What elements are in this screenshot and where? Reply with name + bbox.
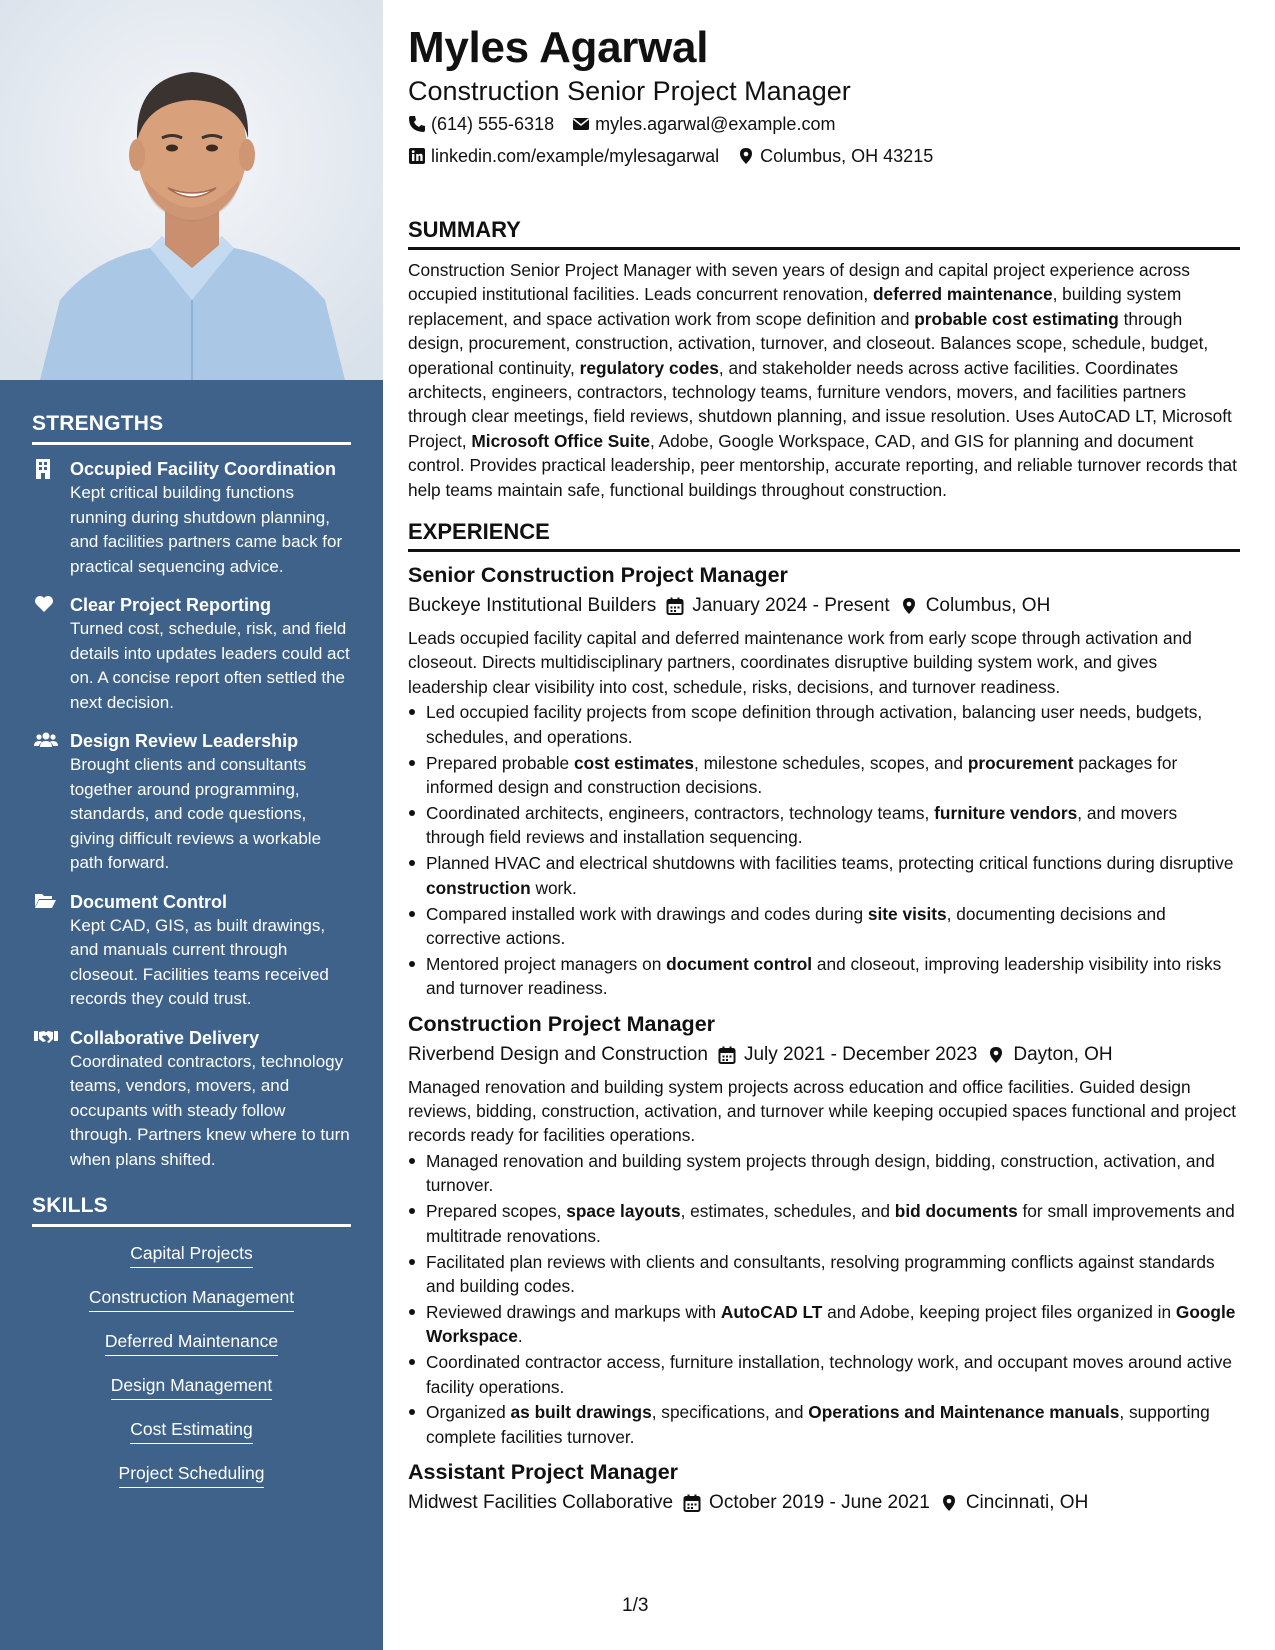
- list-item: Managed renovation and building system projects through design, bidding, construction, activation, and turnover.: [408, 1149, 1240, 1198]
- candidate-title: Construction Senior Project Manager: [408, 76, 851, 106]
- experience-list: [408, 560, 1240, 1519]
- folder-open-icon: [34, 892, 56, 912]
- strength-desc: Turned cost, schedule, risk, and field details into updates leaders could act on. A concise report often settled the next decision.: [70, 619, 350, 712]
- phone-text: (614) 555-6318: [431, 114, 555, 134]
- skills-heading: SKILLS: [32, 1194, 351, 1227]
- job-role: Senior Construction Project Manager: [408, 563, 788, 588]
- job-meta: [408, 1039, 1240, 1071]
- location-text: Columbus, OH 43215: [760, 146, 934, 166]
- strength-title: Collaborative Delivery: [70, 1027, 260, 1048]
- contact-row: [408, 108, 1240, 140]
- strength-desc: Coordinated contractors, technology teams, vendors, movers, and occupants with steady follow through. Partners knew where to turn when plans shifted.: [70, 1051, 350, 1169]
- job-summary: Managed renovation and building system projects across education and office facilities. Guided design reviews, bidding, construction, activation, and turnover while keeping occupied spaces functional and project records ready for facilities operations.: [408, 1076, 1237, 1146]
- skill-tag: Design Management: [111, 1373, 272, 1400]
- job-role: Construction Project Manager: [408, 1011, 716, 1036]
- strength-title: Design Review Leadership: [70, 731, 299, 751]
- job-location: Cincinnati, OH: [940, 1487, 1089, 1519]
- list-item: Organized as built drawings, specifications, and Operations and Maintenance manuals, supporting complete facilities turnover.: [408, 1400, 1240, 1449]
- contact-email[interactable]: [572, 108, 835, 140]
- job-meta: [408, 590, 1240, 622]
- list-item: Reviewed drawings and markups with AutoCAD LT and Adobe, keeping project files organized in Google Workspace.: [408, 1300, 1240, 1349]
- page-number: 1/3: [622, 1595, 649, 1616]
- linkedin-icon: [408, 147, 426, 165]
- map-pin-icon: [987, 1046, 1005, 1064]
- sidebar: [0, 0, 383, 1650]
- map-pin-icon: [940, 1494, 958, 1512]
- strength-title: Document Control: [70, 891, 227, 912]
- map-pin-icon: [900, 597, 918, 615]
- strength-desc: Kept critical building functions running during shutdown planning, and facilities partners came back for practical sequencing advice.: [70, 483, 343, 576]
- skill-tag: Capital Projects: [130, 1241, 253, 1268]
- list-item: Prepared probable cost estimates, milestone schedules, scopes, and procurement packages for informed design and construction decisions.: [408, 751, 1240, 800]
- contact-row: [408, 140, 1240, 172]
- sidebar-content: [32, 412, 351, 1505]
- list-item: Coordinated contractor access, furniture installation, technology work, and occupant moves around active facility operations.: [408, 1350, 1240, 1399]
- job-location: Dayton, OH: [987, 1039, 1112, 1071]
- strength-title: Clear Project Reporting: [70, 595, 272, 615]
- calendar-icon: [718, 1046, 736, 1064]
- skills-list: [32, 1241, 351, 1505]
- job-dates: October 2019 - June 2021: [683, 1487, 930, 1519]
- job-dates: January 2024 - Present: [666, 590, 890, 622]
- list-item: Coordinated architects, engineers, contractors, technology teams, furniture vendors, and movers through field reviews and installation sequencing.: [408, 801, 1240, 850]
- list-item: Prepared scopes, space layouts, estimates, schedules, and bid documents for small improvements and multitrade renovations.: [408, 1199, 1240, 1248]
- email-text: myles.agarwal@example.com: [595, 114, 836, 134]
- strength-item: [32, 593, 351, 715]
- profile-photo: [0, 0, 383, 380]
- job-entry: [408, 560, 1240, 1001]
- strength-title: Occupied Facility Coordination: [70, 459, 337, 479]
- strength-item: [32, 729, 351, 876]
- job-bullets: [408, 700, 1240, 1000]
- strength-item: [32, 1026, 351, 1173]
- contact-phone[interactable]: [408, 108, 554, 140]
- strength-desc: Brought clients and consultants together around programming, standards, and code questions, giving difficult reviews a workable path forward.: [70, 755, 322, 872]
- calendar-icon: [683, 1494, 701, 1512]
- envelope-icon: [572, 115, 590, 133]
- strengths-heading: STRENGTHS: [32, 412, 351, 445]
- building-icon: [34, 459, 56, 479]
- job-company: Midwest Facilities Collaborative: [408, 1492, 674, 1514]
- job-summary: Leads occupied facility capital and deferred maintenance work from early scope through activation and closeout. Directs multidisciplinary partners, coordinates disruptive building system work, and gives leadership clear visibility into cost, schedule, risks, decisions, and turnover readiness.: [408, 628, 1192, 697]
- job-location: Columbus, OH: [900, 590, 1051, 622]
- summary-text: Construction Senior Project Manager with seven years of design and capital project experience across occupied institutional facilities. Leads concurrent renovation, deferred maintenance, building system replacement, and space activation work from scope definition and probable cost estimating through design, procurement, construction, activation, turnover, and closeout. Balances scope, schedule, budget, operational continuity, regulatory codes, and stakeholder needs across active facilities. Coordinates architects, engineers, contractors, technology teams, furniture vendors, movers, and facilities partners through clear meetings, field reviews, shutdown planning, and issue resolution. Uses AutoCAD LT, Microsoft Project, Microsoft Office Suite, Adobe, Google Workspace, CAD, and GIS for planning and document control. Provides practical leadership, peer mentorship, accurate reporting, and reliable turnover records that help teams maintain safe, functional buildings throughout construction.: [408, 260, 1237, 500]
- experience-heading: EXPERIENCE: [408, 518, 1240, 552]
- map-pin-icon: [737, 147, 755, 165]
- job-role: Assistant Project Manager: [408, 1460, 679, 1485]
- list-item: Compared installed work with drawings and codes during site visits, documenting decisions and corrective actions.: [408, 902, 1240, 951]
- strength-desc: Kept CAD, GIS, as built drawings, and manuals current through closeout. Facilities teams received records they could trust.: [70, 915, 329, 1008]
- skill-tag: Cost Estimating: [130, 1417, 253, 1444]
- list-item: Led occupied facility projects from scope definition through activation, balancing user needs, budgets, schedules, and operations.: [408, 700, 1240, 749]
- users-icon: [34, 731, 56, 751]
- job-meta: [408, 1487, 1240, 1519]
- phone-icon: [408, 115, 426, 133]
- job-company: Buckeye Institutional Builders: [408, 595, 657, 617]
- contact-linkedin[interactable]: [408, 140, 719, 172]
- strength-item: [32, 457, 351, 579]
- strength-item: [32, 890, 351, 1012]
- summary-heading: SUMMARY: [408, 216, 1240, 250]
- job-dates: July 2021 - December 2023: [718, 1039, 977, 1071]
- job-company: Riverbend Design and Construction: [408, 1043, 708, 1065]
- main-content: [408, 22, 1240, 1523]
- calendar-icon: [666, 597, 684, 615]
- list-item: Facilitated plan reviews with clients and consultants, resolving programming conflicts against standards and building codes.: [408, 1250, 1240, 1299]
- linkedin-text: linkedin.com/example/mylesagarwal: [431, 146, 720, 166]
- skill-tag: Construction Management: [89, 1285, 294, 1312]
- job-entry: [408, 1009, 1240, 1450]
- handshake-icon: [34, 1028, 56, 1048]
- skill-tag: Project Scheduling: [119, 1461, 265, 1488]
- skill-tag: Deferred Maintenance: [105, 1329, 278, 1356]
- job-bullets: [408, 1149, 1240, 1449]
- heart-icon: [34, 595, 56, 615]
- candidate-name: Myles Agarwal: [408, 23, 709, 72]
- list-item: Mentored project managers on document control and closeout, improving leadership visibility into risks and turnover readiness.: [408, 952, 1240, 1001]
- list-item: Planned HVAC and electrical shutdowns with facilities teams, protecting critical functions during disruptive construction work.: [408, 851, 1240, 900]
- contact-location: [737, 140, 933, 172]
- job-entry: [408, 1457, 1240, 1519]
